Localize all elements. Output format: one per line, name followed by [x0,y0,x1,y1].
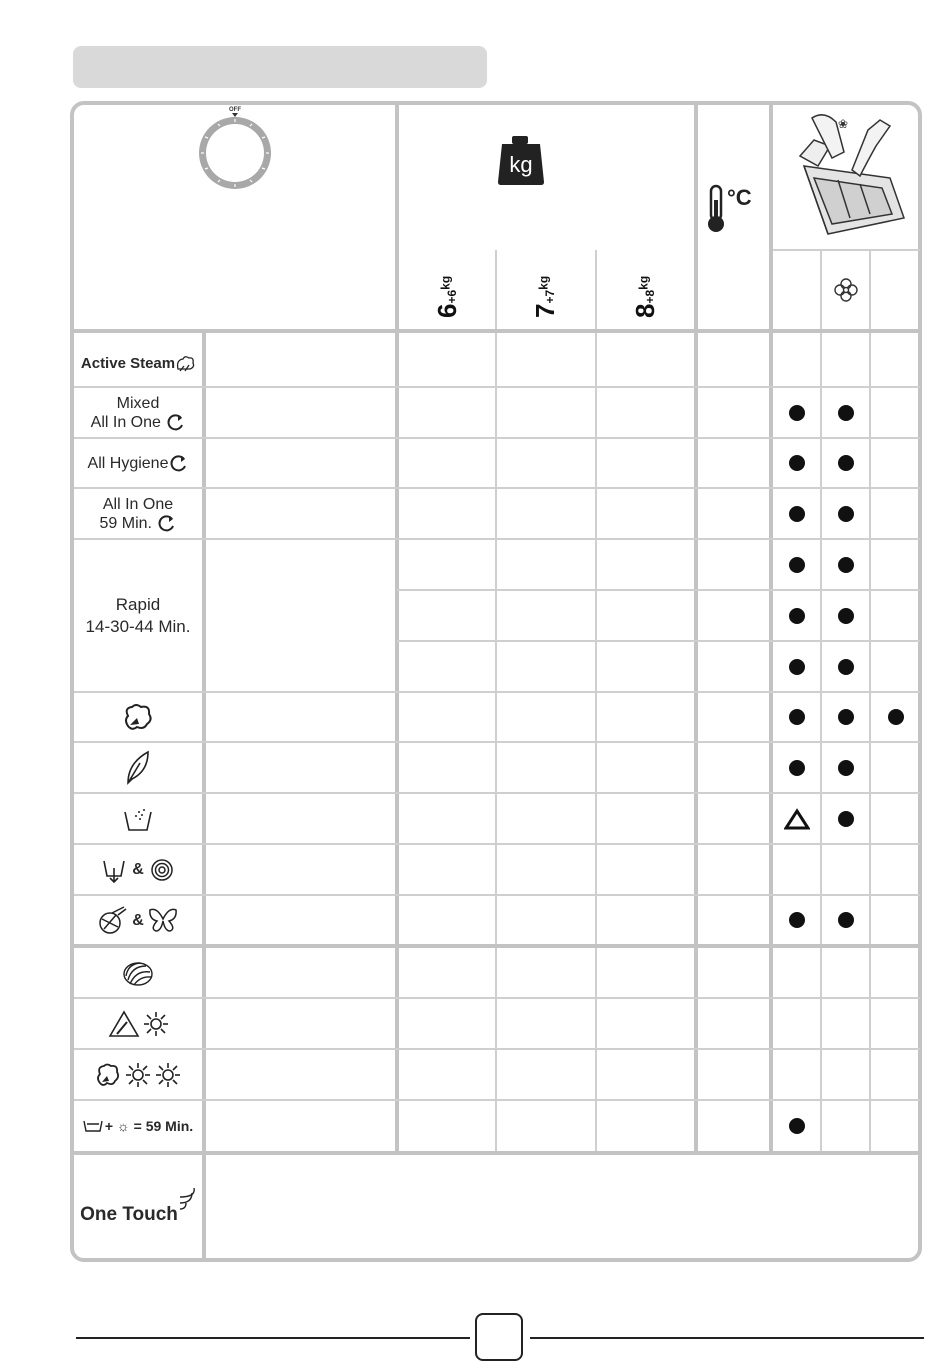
program-cotton [74,693,202,741]
cycle-icon [156,514,176,532]
thermometer-icon [706,184,762,236]
weight-label: kg [509,152,533,177]
detergent-dot [838,709,854,725]
wash-icon [83,1119,103,1133]
wool-yarn-icon [98,905,128,935]
cycle-icon [168,454,188,472]
nfc-icon [178,1187,196,1213]
sun-icon [143,1011,169,1037]
divider [769,105,773,1151]
detergent-dot [838,506,854,522]
program-cotton-dry [74,1050,202,1099]
svg-text:❀: ❀ [838,117,849,131]
divider [397,589,920,591]
one-touch-label: One Touch [74,1155,202,1258]
flower-icon [834,278,858,302]
detergent-dot [789,405,805,421]
program-delicate [74,743,202,792]
detergent-dot [789,506,805,522]
spin-icon [150,858,174,882]
sun-icon [155,1062,181,1088]
program-synthetic-dry [74,999,202,1048]
cotton-icon [122,702,154,732]
program-wool-silk: & [74,896,202,944]
dial-off-label: OFF [229,107,241,113]
detergent-dot [838,811,854,827]
capacity-6kg: $6+6^{kg}$ [432,275,462,318]
detergent-dot [838,455,854,471]
detergent-dot [789,709,805,725]
detergent-dot [888,709,904,725]
capacity-8kg: $8+8^{kg}$ [630,275,660,318]
detergent-dot [789,557,805,573]
detergent-dot [789,608,805,624]
program-active-steam: Active Steam [74,340,202,386]
drawer-pouring-icon [790,106,914,244]
program-mixed-all-in-one: Mixed All In One [74,388,202,437]
detergent-dot [838,760,854,776]
divider [74,329,920,333]
program-rinse [74,794,202,843]
program-drain-spin: & [74,845,202,894]
steam-icon [175,354,195,372]
program-wash-dry-59: + ☼ = 59 Min. [74,1101,202,1151]
drain-icon [102,856,126,884]
feather-icon [122,749,154,787]
weight-icon [498,134,544,186]
detergent-dot [789,455,805,471]
program-rapid: Rapid 14-30-44 Min. [85,594,191,636]
detergent-dot [838,608,854,624]
detergent-triangle [784,808,810,830]
program-dial-icon [190,103,280,195]
detergent-dot [789,912,805,928]
capacity-7kg: $7+7^{kg}$ [530,275,560,318]
detergent-dot [838,912,854,928]
program-all-in-one-59: All In One 59 Min. [74,489,202,538]
footer-line [530,1337,924,1339]
temperature-unit: °C [727,185,752,210]
divider [395,105,399,1151]
program-all-hygiene: All Hygiene [74,439,202,487]
section-title-bar [73,46,487,88]
page-number-box [475,1313,523,1361]
butterfly-icon [148,907,178,933]
divider [397,640,920,642]
cotton-icon [95,1062,121,1088]
divider [773,249,920,251]
detergent-dot [838,557,854,573]
program-wool [74,948,202,997]
wool-icon [122,958,154,988]
cycle-icon [165,413,185,431]
synthetic-icon [107,1008,141,1040]
detergent-dot [789,760,805,776]
detergent-dot [789,659,805,675]
sun-icon [125,1062,151,1088]
rinse-icon [123,806,153,832]
divider [202,333,206,1258]
footer-line [76,1337,470,1339]
detergent-dot [789,1118,805,1134]
detergent-dot [838,659,854,675]
divider [694,105,698,1151]
detergent-dot [838,405,854,421]
